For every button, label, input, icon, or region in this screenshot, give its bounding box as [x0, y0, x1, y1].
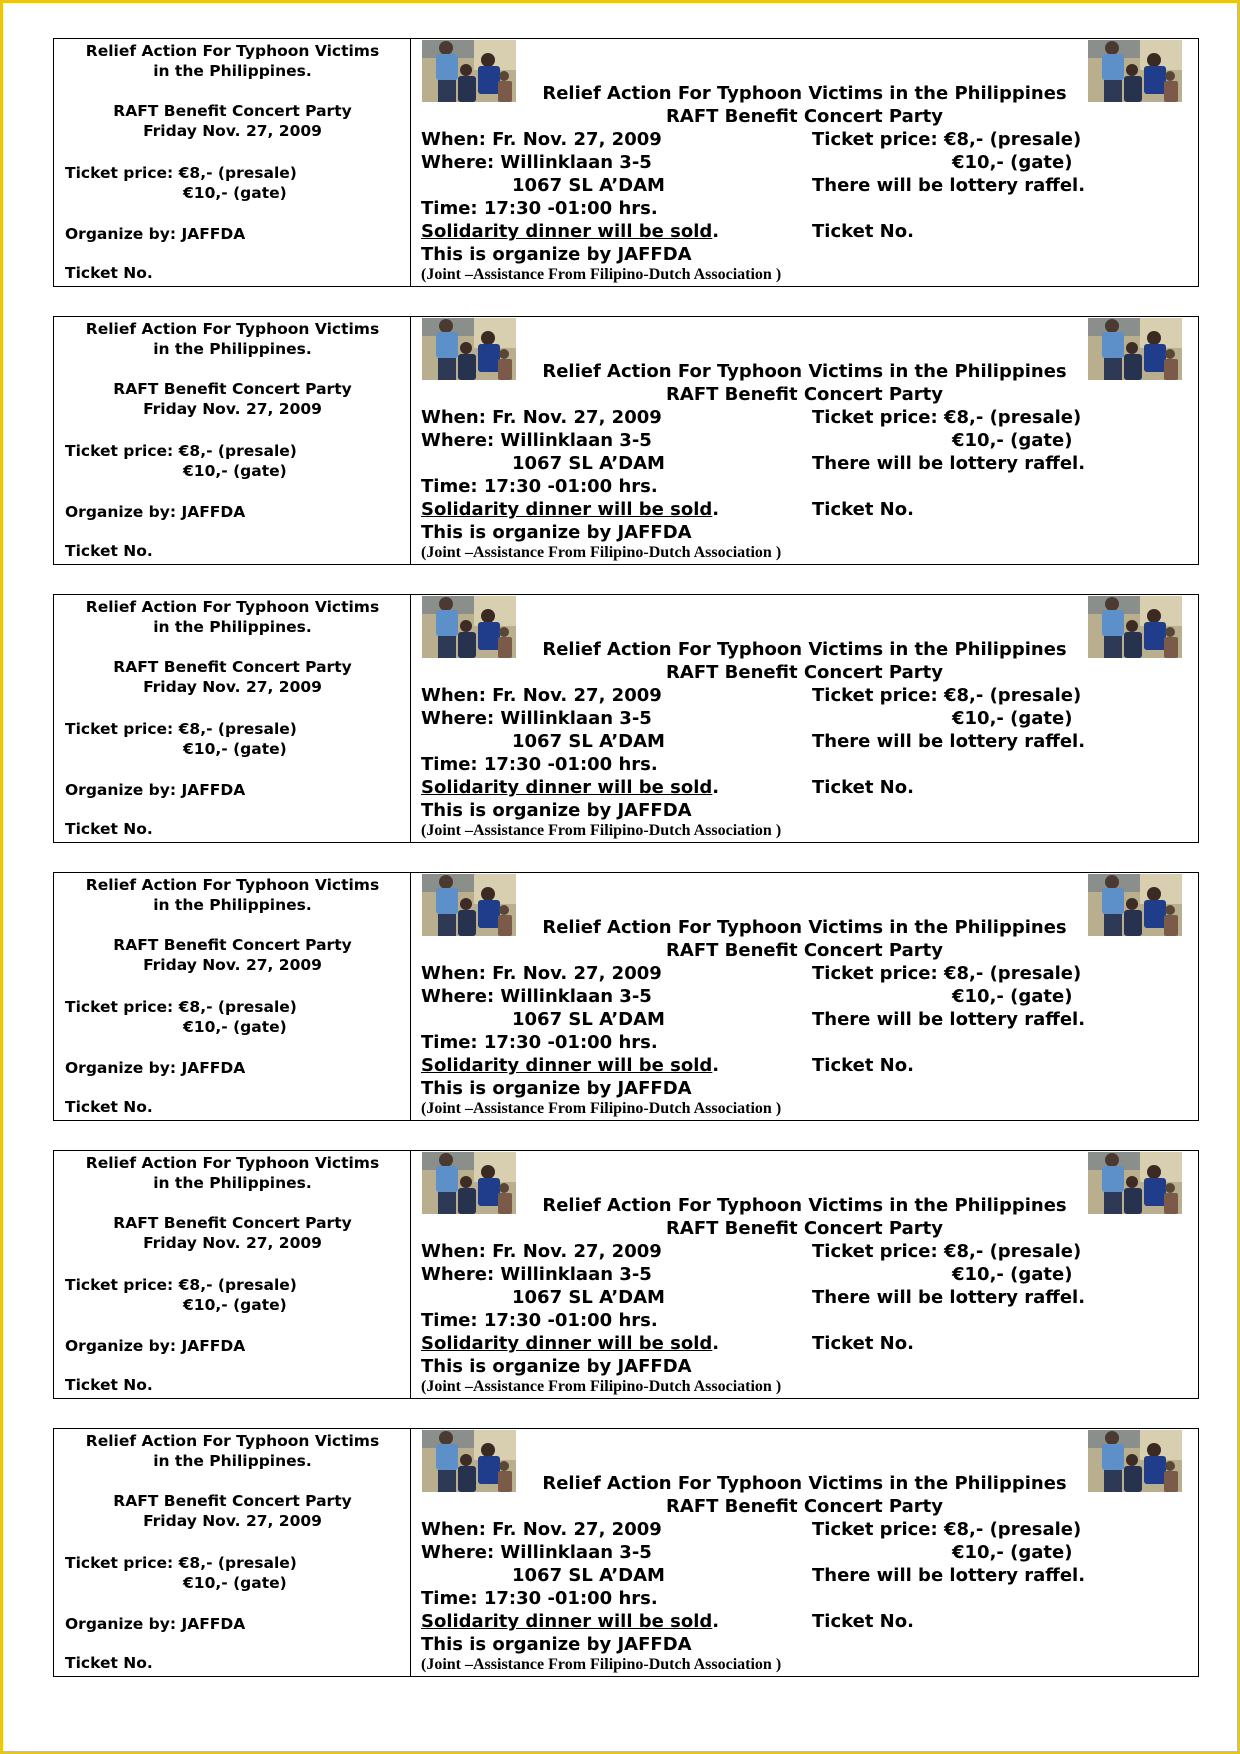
lottery-note: There will be lottery raffel.: [812, 175, 1086, 196]
ticket-stub: [54, 873, 411, 1120]
ticket-title: Relief Action For Typhoon Victims in the Philippines: [542, 83, 1067, 104]
stub-heading: Relief Action For Typhoon Victims in the Philippines.: [85, 598, 380, 636]
ticket-main: [411, 1429, 1198, 1676]
main-ticket-number: Ticket No.: [812, 1333, 914, 1354]
ticket: [53, 872, 1199, 1121]
stub-price-presale: Ticket price: €8,- (presale): [65, 442, 297, 460]
organizer-note: This is organize by JAFFDA: [421, 1356, 692, 1377]
lottery-note: There will be lottery raffel.: [812, 1565, 1086, 1586]
ticket-subtitle: RAFT Benefit Concert Party: [666, 662, 943, 683]
stub-price-gate: €10,- (gate): [183, 740, 287, 758]
event-postcode: 1067 SL A’DAM: [512, 1009, 665, 1030]
dinner-note-period: .: [712, 1611, 720, 1632]
ticket-subtitle: RAFT Benefit Concert Party: [666, 1496, 943, 1517]
lottery-note: There will be lottery raffel.: [812, 1009, 1086, 1030]
ticket-title: Relief Action For Typhoon Victims in the Philippines: [542, 1195, 1067, 1216]
event-time: Time: 17:30 -01:00 hrs.: [421, 754, 658, 775]
association-name: (Joint –Assistance From Filipino-Dutch Association ): [421, 822, 782, 839]
event-when: When: Fr. Nov. 27, 2009: [421, 407, 662, 428]
ticket: [53, 594, 1199, 843]
stub-heading: Relief Action For Typhoon Victims in the Philippines.: [85, 320, 380, 358]
stub-price-presale: Ticket price: €8,- (presale): [65, 164, 297, 182]
event-when: When: Fr. Nov. 27, 2009: [421, 963, 662, 984]
stub-ticket-number: Ticket No.: [65, 542, 153, 560]
event-where: Where: Willinklaan 3-5: [421, 708, 652, 729]
stub-organizer: Organize by: JAFFDA: [65, 1337, 246, 1355]
main-ticket-number: Ticket No.: [812, 1611, 914, 1632]
main-price-gate: €10,- (gate): [952, 152, 1073, 173]
stub-heading: Relief Action For Typhoon Victims in the Philippines.: [85, 1432, 380, 1470]
event-postcode: 1067 SL A’DAM: [512, 453, 665, 474]
dinner-note: [421, 1055, 719, 1077]
stub-organizer: Organize by: JAFFDA: [65, 1615, 246, 1633]
ticket-main: [411, 873, 1198, 1120]
ticket-main: [411, 595, 1198, 842]
lottery-note: There will be lottery raffel.: [812, 731, 1086, 752]
dinner-note-period: .: [712, 499, 720, 520]
main-price-presale: Ticket price: €8,- (presale): [812, 129, 1082, 150]
association-name: (Joint –Assistance From Filipino-Dutch Association ): [421, 1378, 782, 1395]
main-ticket-number: Ticket No.: [812, 221, 914, 242]
ticket-title: Relief Action For Typhoon Victims in the Philippines: [542, 361, 1067, 382]
ticket-main: [411, 1151, 1198, 1398]
event-when: When: Fr. Nov. 27, 2009: [421, 1519, 662, 1540]
dinner-note-period: .: [712, 777, 720, 798]
stub-organizer: Organize by: JAFFDA: [65, 225, 246, 243]
main-price-presale: Ticket price: €8,- (presale): [812, 963, 1082, 984]
stub-organizer: Organize by: JAFFDA: [65, 1059, 246, 1077]
event-when: When: Fr. Nov. 27, 2009: [421, 129, 662, 150]
ticket-title: Relief Action For Typhoon Victims in the Philippines: [542, 639, 1067, 660]
ticket-subtitle: RAFT Benefit Concert Party: [666, 940, 943, 961]
ticket-title: Relief Action For Typhoon Victims in the Philippines: [542, 1473, 1067, 1494]
stub-ticket-number: Ticket No.: [65, 1376, 153, 1394]
stub-heading: Relief Action For Typhoon Victims in the Philippines.: [85, 42, 380, 80]
organizer-note: This is organize by JAFFDA: [421, 1078, 692, 1099]
event-time: Time: 17:30 -01:00 hrs.: [421, 1032, 658, 1053]
dinner-note-period: .: [712, 1333, 720, 1354]
stub-heading: Relief Action For Typhoon Victims in the Philippines.: [85, 1154, 380, 1192]
main-price-presale: Ticket price: €8,- (presale): [812, 1519, 1082, 1540]
dinner-note-text: Solidarity dinner will be sold: [421, 1333, 713, 1354]
stub-price-presale: Ticket price: €8,- (presale): [65, 998, 297, 1016]
event-where: Where: Willinklaan 3-5: [421, 1264, 652, 1285]
association-name: (Joint –Assistance From Filipino-Dutch Association ): [421, 544, 782, 561]
event-time: Time: 17:30 -01:00 hrs.: [421, 198, 658, 219]
main-price-presale: Ticket price: €8,- (presale): [812, 1241, 1082, 1262]
ticket: [53, 1428, 1199, 1677]
event-where: Where: Willinklaan 3-5: [421, 430, 652, 451]
organizer-note: This is organize by JAFFDA: [421, 800, 692, 821]
main-ticket-number: Ticket No.: [812, 777, 914, 798]
stub-ticket-number: Ticket No.: [65, 1098, 153, 1116]
event-time: Time: 17:30 -01:00 hrs.: [421, 476, 658, 497]
event-when: When: Fr. Nov. 27, 2009: [421, 685, 662, 706]
association-name: (Joint –Assistance From Filipino-Dutch Association ): [421, 266, 782, 283]
event-time: Time: 17:30 -01:00 hrs.: [421, 1588, 658, 1609]
dinner-note-text: Solidarity dinner will be sold: [421, 221, 713, 242]
dinner-note-text: Solidarity dinner will be sold: [421, 1055, 713, 1076]
main-price-presale: Ticket price: €8,- (presale): [812, 685, 1082, 706]
event-where: Where: Willinklaan 3-5: [421, 1542, 652, 1563]
stub-subheading: RAFT Benefit Concert Party Friday Nov. 27, 2009: [113, 936, 352, 974]
ticket-stub: [54, 39, 411, 286]
dinner-note-text: Solidarity dinner will be sold: [421, 777, 713, 798]
stub-heading: Relief Action For Typhoon Victims in the Philippines.: [85, 876, 380, 914]
dinner-note-text: Solidarity dinner will be sold: [421, 499, 713, 520]
event-where: Where: Willinklaan 3-5: [421, 152, 652, 173]
ticket: [53, 38, 1199, 287]
stub-price-gate: €10,- (gate): [183, 1018, 287, 1036]
event-postcode: 1067 SL A’DAM: [512, 731, 665, 752]
ticket-stub: [54, 1151, 411, 1398]
stub-price-presale: Ticket price: €8,- (presale): [65, 1276, 297, 1294]
stub-ticket-number: Ticket No.: [65, 820, 153, 838]
ticket-stub: [54, 595, 411, 842]
ticket-main: [411, 39, 1198, 286]
main-price-gate: €10,- (gate): [952, 430, 1073, 451]
stub-price-gate: €10,- (gate): [183, 462, 287, 480]
organizer-note: This is organize by JAFFDA: [421, 1634, 692, 1655]
main-price-gate: €10,- (gate): [952, 1542, 1073, 1563]
stub-subheading: RAFT Benefit Concert Party Friday Nov. 27, 2009: [113, 658, 352, 696]
ticket-title: Relief Action For Typhoon Victims in the Philippines: [542, 917, 1067, 938]
stub-organizer: Organize by: JAFFDA: [65, 503, 246, 521]
organizer-note: This is organize by JAFFDA: [421, 522, 692, 543]
stub-price-presale: Ticket price: €8,- (presale): [65, 1554, 297, 1572]
association-name: (Joint –Assistance From Filipino-Dutch Association ): [421, 1656, 782, 1673]
event-postcode: 1067 SL A’DAM: [512, 1287, 665, 1308]
main-ticket-number: Ticket No.: [812, 499, 914, 520]
dinner-note: [421, 221, 719, 243]
event-time: Time: 17:30 -01:00 hrs.: [421, 1310, 658, 1331]
ticket-stub: [54, 1429, 411, 1676]
stub-subheading: RAFT Benefit Concert Party Friday Nov. 27, 2009: [113, 1214, 352, 1252]
ticket: [53, 316, 1199, 565]
stub-subheading: RAFT Benefit Concert Party Friday Nov. 27, 2009: [113, 380, 352, 418]
main-price-gate: €10,- (gate): [952, 986, 1073, 1007]
ticket-main: [411, 317, 1198, 564]
ticket-subtitle: RAFT Benefit Concert Party: [666, 1218, 943, 1239]
dinner-note: [421, 1611, 719, 1633]
dinner-note-period: .: [712, 1055, 720, 1076]
main-price-presale: Ticket price: €8,- (presale): [812, 407, 1082, 428]
organizer-note: This is organize by JAFFDA: [421, 244, 692, 265]
stub-subheading: RAFT Benefit Concert Party Friday Nov. 27, 2009: [113, 1492, 352, 1530]
ticket: [53, 1150, 1199, 1399]
stub-price-presale: Ticket price: €8,- (presale): [65, 720, 297, 738]
event-postcode: 1067 SL A’DAM: [512, 1565, 665, 1586]
dinner-note-period: .: [712, 221, 720, 242]
ticket-subtitle: RAFT Benefit Concert Party: [666, 106, 943, 127]
main-price-gate: €10,- (gate): [952, 1264, 1073, 1285]
stub-ticket-number: Ticket No.: [65, 1654, 153, 1672]
association-name: (Joint –Assistance From Filipino-Dutch Association ): [421, 1100, 782, 1117]
ticket-subtitle: RAFT Benefit Concert Party: [666, 384, 943, 405]
main-price-gate: €10,- (gate): [952, 708, 1073, 729]
ticket-stub: [54, 317, 411, 564]
stub-price-gate: €10,- (gate): [183, 1296, 287, 1314]
main-ticket-number: Ticket No.: [812, 1055, 914, 1076]
lottery-note: There will be lottery raffel.: [812, 453, 1086, 474]
dinner-note: [421, 499, 719, 521]
event-postcode: 1067 SL A’DAM: [512, 175, 665, 196]
stub-price-gate: €10,- (gate): [183, 184, 287, 202]
lottery-note: There will be lottery raffel.: [812, 1287, 1086, 1308]
stub-organizer: Organize by: JAFFDA: [65, 781, 246, 799]
stub-price-gate: €10,- (gate): [183, 1574, 287, 1592]
stub-subheading: RAFT Benefit Concert Party Friday Nov. 27, 2009: [113, 102, 352, 140]
dinner-note-text: Solidarity dinner will be sold: [421, 1611, 713, 1632]
event-where: Where: Willinklaan 3-5: [421, 986, 652, 1007]
dinner-note: [421, 1333, 719, 1355]
event-when: When: Fr. Nov. 27, 2009: [421, 1241, 662, 1262]
dinner-note: [421, 777, 719, 799]
stub-ticket-number: Ticket No.: [65, 264, 153, 282]
